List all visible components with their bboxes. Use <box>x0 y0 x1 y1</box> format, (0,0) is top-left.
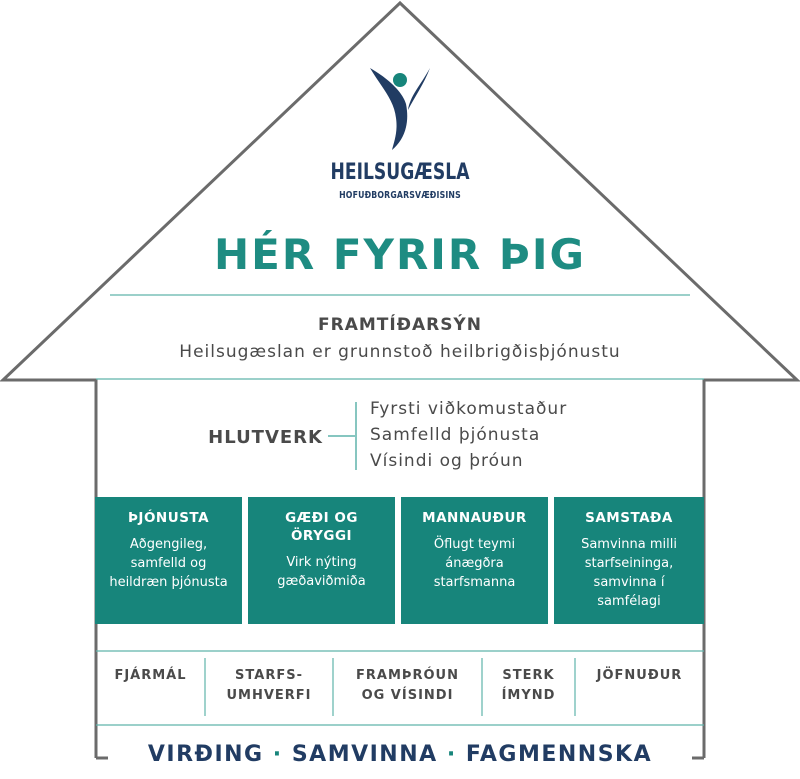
role-item: Samfelld þjónusta <box>370 425 541 445</box>
value-cooperation: SAMVINNA <box>291 742 438 767</box>
values-base <box>0 742 800 767</box>
foundation-image: STERK ÍMYND <box>501 668 556 703</box>
pillar-title: MANNAUÐUR <box>422 510 527 526</box>
value-respect: VIRÐING <box>147 742 264 767</box>
pillar-service <box>95 497 242 624</box>
headline: HÉR FYRIR ÞIG <box>214 230 586 279</box>
role-item: Vísindi og þróun <box>370 451 524 471</box>
value-separator: · <box>446 742 466 767</box>
pillar-text: Aðgengileg, samfelld og heildræn þjónusta <box>109 537 228 590</box>
pillar-title: SAMSTAÐA <box>585 510 673 526</box>
logo-figure-icon <box>370 68 430 150</box>
foundation-equality: JÖFNUÐUR <box>596 668 683 683</box>
role-title: HLUTVERK <box>208 427 323 448</box>
value-professionalism: FAGMENNSKA <box>465 742 653 767</box>
pillar-people <box>401 497 548 624</box>
pillar-text: Samvinna milli starfseininga, samvinna í samfélagi <box>581 537 677 609</box>
pillar-text: Öflugt teymi ánægðra starfsmanna <box>433 537 516 590</box>
role-item: Fyrsti viðkomustaður <box>370 399 568 419</box>
pillar-quality <box>248 497 395 624</box>
logo-subname: HÖFUÐBORGARSVÆÐISINS <box>339 190 461 201</box>
logo-name: HEILSUGÆSLA <box>330 160 470 185</box>
vision-title: FRAMTÍÐARSÝN <box>318 315 482 335</box>
value-separator: · <box>272 742 292 767</box>
pillar-text: Virk nýting gæðaviðmiða <box>277 555 366 589</box>
pillar-title: GÆÐI OG ÖRYGGI <box>285 510 358 544</box>
foundation-environment: STARFS- UMHVERFI <box>226 668 312 703</box>
pillar-unity <box>554 497 704 624</box>
vision-text: Heilsugæslan er grunnstoð heilbrigðisþjónustu <box>179 342 621 362</box>
pillar-title: ÞJÓNUSTA <box>127 510 210 526</box>
foundation-finance: FJÁRMÁL <box>114 668 187 683</box>
foundation-development: FRAMÞRÓUN OG VÍSINDI <box>356 668 459 703</box>
